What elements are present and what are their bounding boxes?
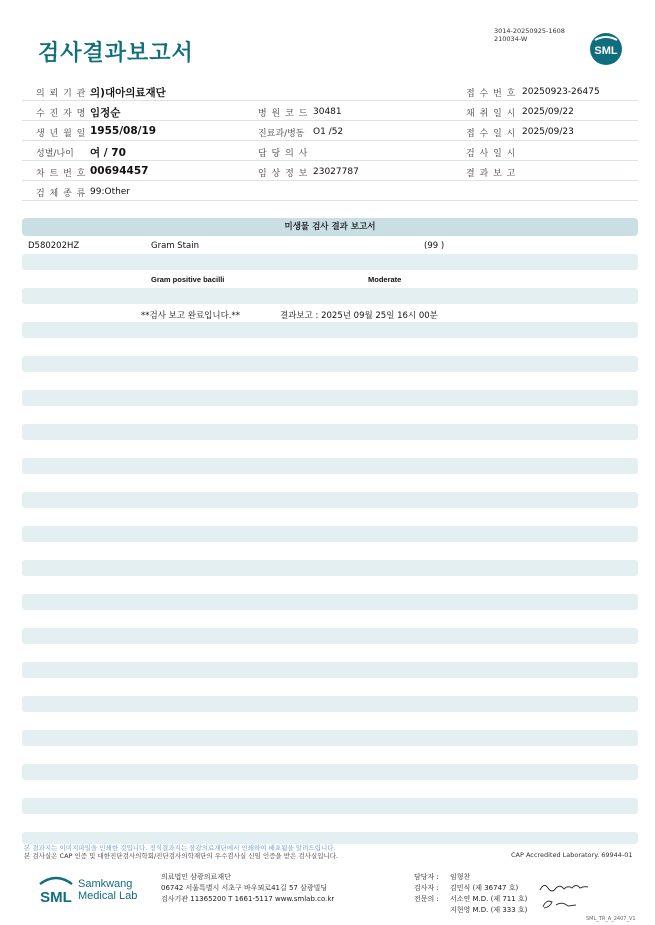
logo-line2: Medical Lab: [78, 890, 138, 902]
stripe-row: [22, 560, 638, 576]
stripe-row: [22, 492, 638, 508]
footer-logo: [36, 872, 146, 910]
org-info: [161, 872, 334, 905]
tester-name: 김민식 (제 36747 호): [450, 884, 519, 892]
page-title: 검사결과보고서: [38, 41, 194, 66]
stripe-row: [22, 322, 638, 338]
sml-footer-logo-icon: [36, 872, 76, 910]
test-code: D580202HZ: [28, 241, 80, 251]
info-row-dob: [22, 121, 638, 141]
hospital-code-label: 병 원 코 드: [258, 109, 309, 119]
collect-date-value: 2025/09/22: [522, 107, 574, 117]
manager-label: 담당자 :: [414, 873, 439, 881]
form-code: SML_TR_A_2407_V1: [586, 916, 636, 922]
sml-logo-icon: [589, 32, 623, 66]
footer-logo-wordmark: [78, 878, 137, 902]
stripe-row: [22, 526, 638, 542]
finding-level: Moderate: [368, 275, 402, 284]
finding-text: Gram positive bacilli: [151, 275, 225, 284]
sex-age-value: 여 / 70: [90, 147, 126, 159]
signature-2-icon: [540, 897, 580, 911]
receipt-no-value: 20250923-26475: [522, 87, 600, 97]
stripe-row: [22, 424, 638, 440]
stripe-row: [22, 254, 638, 270]
stripe-row: [22, 594, 638, 610]
signatory-values: [450, 872, 527, 916]
stripe-row: [22, 288, 638, 304]
report-time: 결과보고 : 2025년 09월 25일 16시 00분: [280, 311, 438, 321]
collect-date-label: 채 취 일 시: [466, 109, 517, 119]
test-date-label: 검 사 일 시: [466, 149, 517, 159]
stripe-row: [22, 662, 638, 678]
doctor-label: 담 당 의 사: [258, 149, 309, 159]
cap-accreditation: CAP Accredited Laboratory. 69944-01: [511, 851, 633, 859]
hospital-code-value: 30481: [313, 107, 342, 117]
patient-label: 수 진 자 명: [36, 109, 87, 119]
test-number: (99 ): [424, 241, 445, 251]
signatory-labels: [414, 872, 439, 905]
dob-label: 생 년 월 일: [36, 129, 87, 139]
logo-line1: Samkwang: [78, 878, 133, 890]
dept-label: 진료과/병동: [258, 129, 305, 139]
info-row-sex-age: [22, 141, 638, 161]
stripe-row: [22, 798, 638, 814]
institution-label: 의 뢰 기 관: [36, 89, 87, 99]
stripe-row: [22, 356, 638, 372]
doc-id-line1: 3014-20250925-1608: [494, 27, 565, 35]
sex-age-label: 성별/나이: [36, 149, 74, 159]
chart-no-label: 차 트 번 호: [36, 169, 87, 179]
org-name: 의료법인 삼광의료재단: [161, 873, 231, 881]
document-id: [494, 27, 565, 43]
stripe-row: [22, 628, 638, 644]
stripe-row: [22, 730, 638, 746]
dob-value: 1955/08/19: [90, 125, 157, 137]
specialist2-name: 지현영 M.D. (제 333 호): [450, 906, 528, 914]
info-row-chart: [22, 161, 638, 181]
org-address: 06742 서울특별시 서초구 바우뫼로41길 57 삼광빌딩: [161, 884, 328, 892]
stripe-row: [22, 764, 638, 780]
stripe-row: [22, 696, 638, 712]
report-label: 결 과 보 고: [466, 169, 517, 179]
receipt-no-label: 접 수 번 호: [466, 89, 517, 99]
chart-no-value: 00694457: [90, 165, 149, 177]
footer-logo-text: SML: [40, 889, 72, 906]
signature-1-icon: [538, 880, 594, 894]
specimen-value: 99:Other: [90, 187, 131, 197]
dept-value: O1 /52: [313, 127, 344, 137]
report-complete-message: **검사 보고 완료입니다.**: [141, 311, 241, 321]
doc-id-line2: 210034-W: [494, 35, 528, 43]
info-row-patient: [22, 101, 638, 121]
image-copy-notice: 본 결과지는 이미지파일을 인쇄한 것입니다. 정식결과지는 삼광의료재단에서 인쇄하여 배포됨을 알려드립니다.: [24, 844, 336, 852]
logo-text: SML: [594, 45, 618, 57]
test-name: Gram Stain: [151, 241, 199, 251]
clinical-value: 23027787: [313, 167, 359, 177]
stripe-row: [22, 390, 638, 406]
specimen-label: 검 체 종 류: [36, 189, 87, 199]
receipt-date-label: 접 수 일 시: [466, 129, 517, 139]
info-row-institution: [22, 81, 638, 101]
stripe-row: [22, 458, 638, 474]
receipt-date-value: 2025/09/23: [522, 127, 574, 137]
manager-name: 임형찬: [450, 873, 471, 881]
certification-notice: 본 검사실은 CAP 인증 및 대한진단검사의학회/진단검사의학재단의 우수검사실 신임 인증을 받은 검사실입니다.: [24, 852, 339, 860]
specialist-label: 전문의 :: [414, 895, 439, 903]
info-row-specimen: [22, 181, 638, 201]
org-contact: 검사기관 11365200 T 1661-5117 www.smlab.co.kr: [161, 895, 335, 903]
specialist1-name: 서소연 M.D. (제 711 호): [450, 895, 528, 903]
patient-value: 임정순: [90, 107, 121, 119]
results-section-title: 미생물 검사 결과 보고서: [22, 218, 638, 236]
tester-label: 검사자 :: [414, 884, 439, 892]
institution-value: 의)대아의료재단: [90, 87, 166, 99]
clinical-label: 임 상 정 보: [258, 169, 309, 179]
